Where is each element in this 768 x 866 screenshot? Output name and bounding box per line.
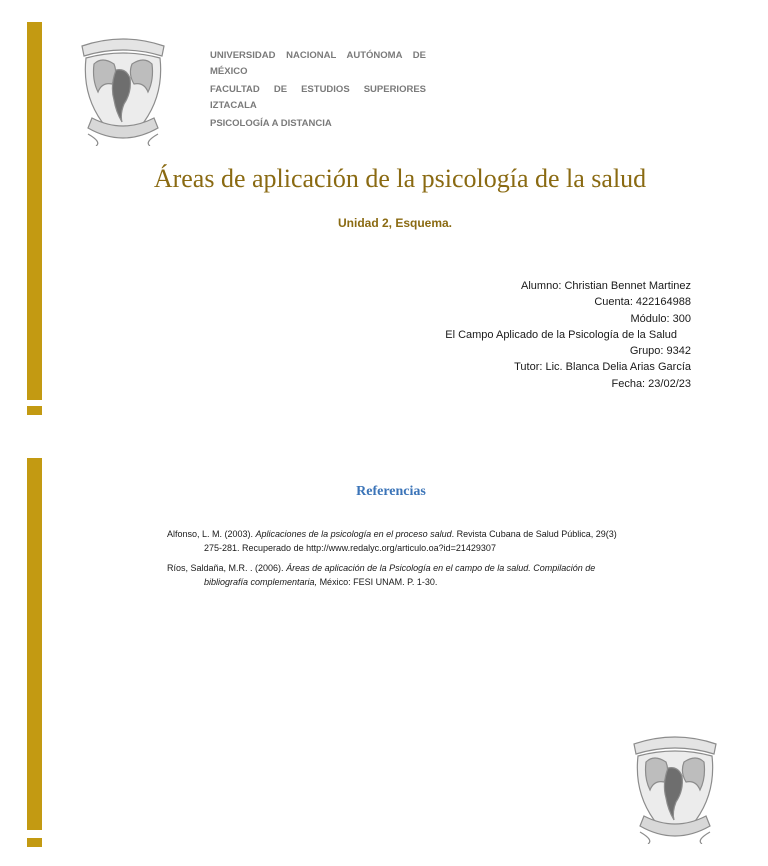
institution-header — [210, 48, 426, 132]
faculty-name-line2: IZTACALA — [210, 100, 257, 111]
date: Fecha: 23/02/23 — [611, 377, 691, 390]
references-page — [0, 450, 768, 866]
university-name-line2: MÉXICO — [210, 66, 248, 77]
reference-source: México: FESI UNAM. P. 1-30. — [317, 577, 438, 587]
reference-authors: Alfonso, L. M. (2003). — [167, 529, 256, 539]
reference-item — [167, 561, 637, 589]
accent-bar — [27, 458, 42, 830]
student-name: Alumno: Christian Bennet Martinez — [521, 280, 691, 292]
document-subtitle: Unidad 2, Esquema. — [337, 216, 453, 230]
program-name: PSICOLOGÍA A DISTANCIA — [210, 118, 332, 129]
university-name-line1: UNIVERSIDAD NACIONAL AUTÓNOMA DE — [210, 50, 426, 61]
accent-bar-tab — [27, 838, 42, 847]
reference-title: Áreas de aplicación de la Psicología en el campo de la salud. Compilación de bibliografía complementaria, — [204, 563, 596, 587]
references-heading: Referencias — [356, 484, 426, 499]
unam-seal-icon — [624, 732, 726, 844]
student-info-block — [445, 278, 691, 392]
faculty-name-line1: FACULTAD DE ESTUDIOS SUPERIORES — [210, 84, 426, 95]
reference-source: . Revista Cubana de Salud Pública, 29(3) 275-281. Recuperado de http://www.redalyc.org/articulo.oa?id=21429307 — [204, 529, 617, 553]
reference-item — [167, 527, 637, 555]
accent-bar-tab — [27, 406, 42, 415]
module: Módulo: 300 — [630, 312, 691, 325]
unam-seal-icon — [72, 34, 174, 146]
reference-title: Aplicaciones de la psicología en el proceso salud — [255, 529, 452, 539]
tutor: Tutor: Lic. Blanca Delia Arias García — [514, 361, 691, 374]
group: Grupo: 9342 — [629, 345, 691, 358]
course-name: El Campo Aplicado de la Psicología de la Salud — [445, 328, 677, 341]
page-separator — [0, 430, 768, 450]
document-title: Áreas de aplicación de la psicología de la salud — [153, 164, 647, 193]
accent-bar — [27, 22, 42, 400]
cover-page — [0, 0, 768, 430]
reference-authors: Ríos, Saldaña, M.R. . (2006). — [167, 563, 287, 573]
student-account: Cuenta: 422164988 — [594, 296, 691, 309]
references-list — [167, 527, 637, 595]
